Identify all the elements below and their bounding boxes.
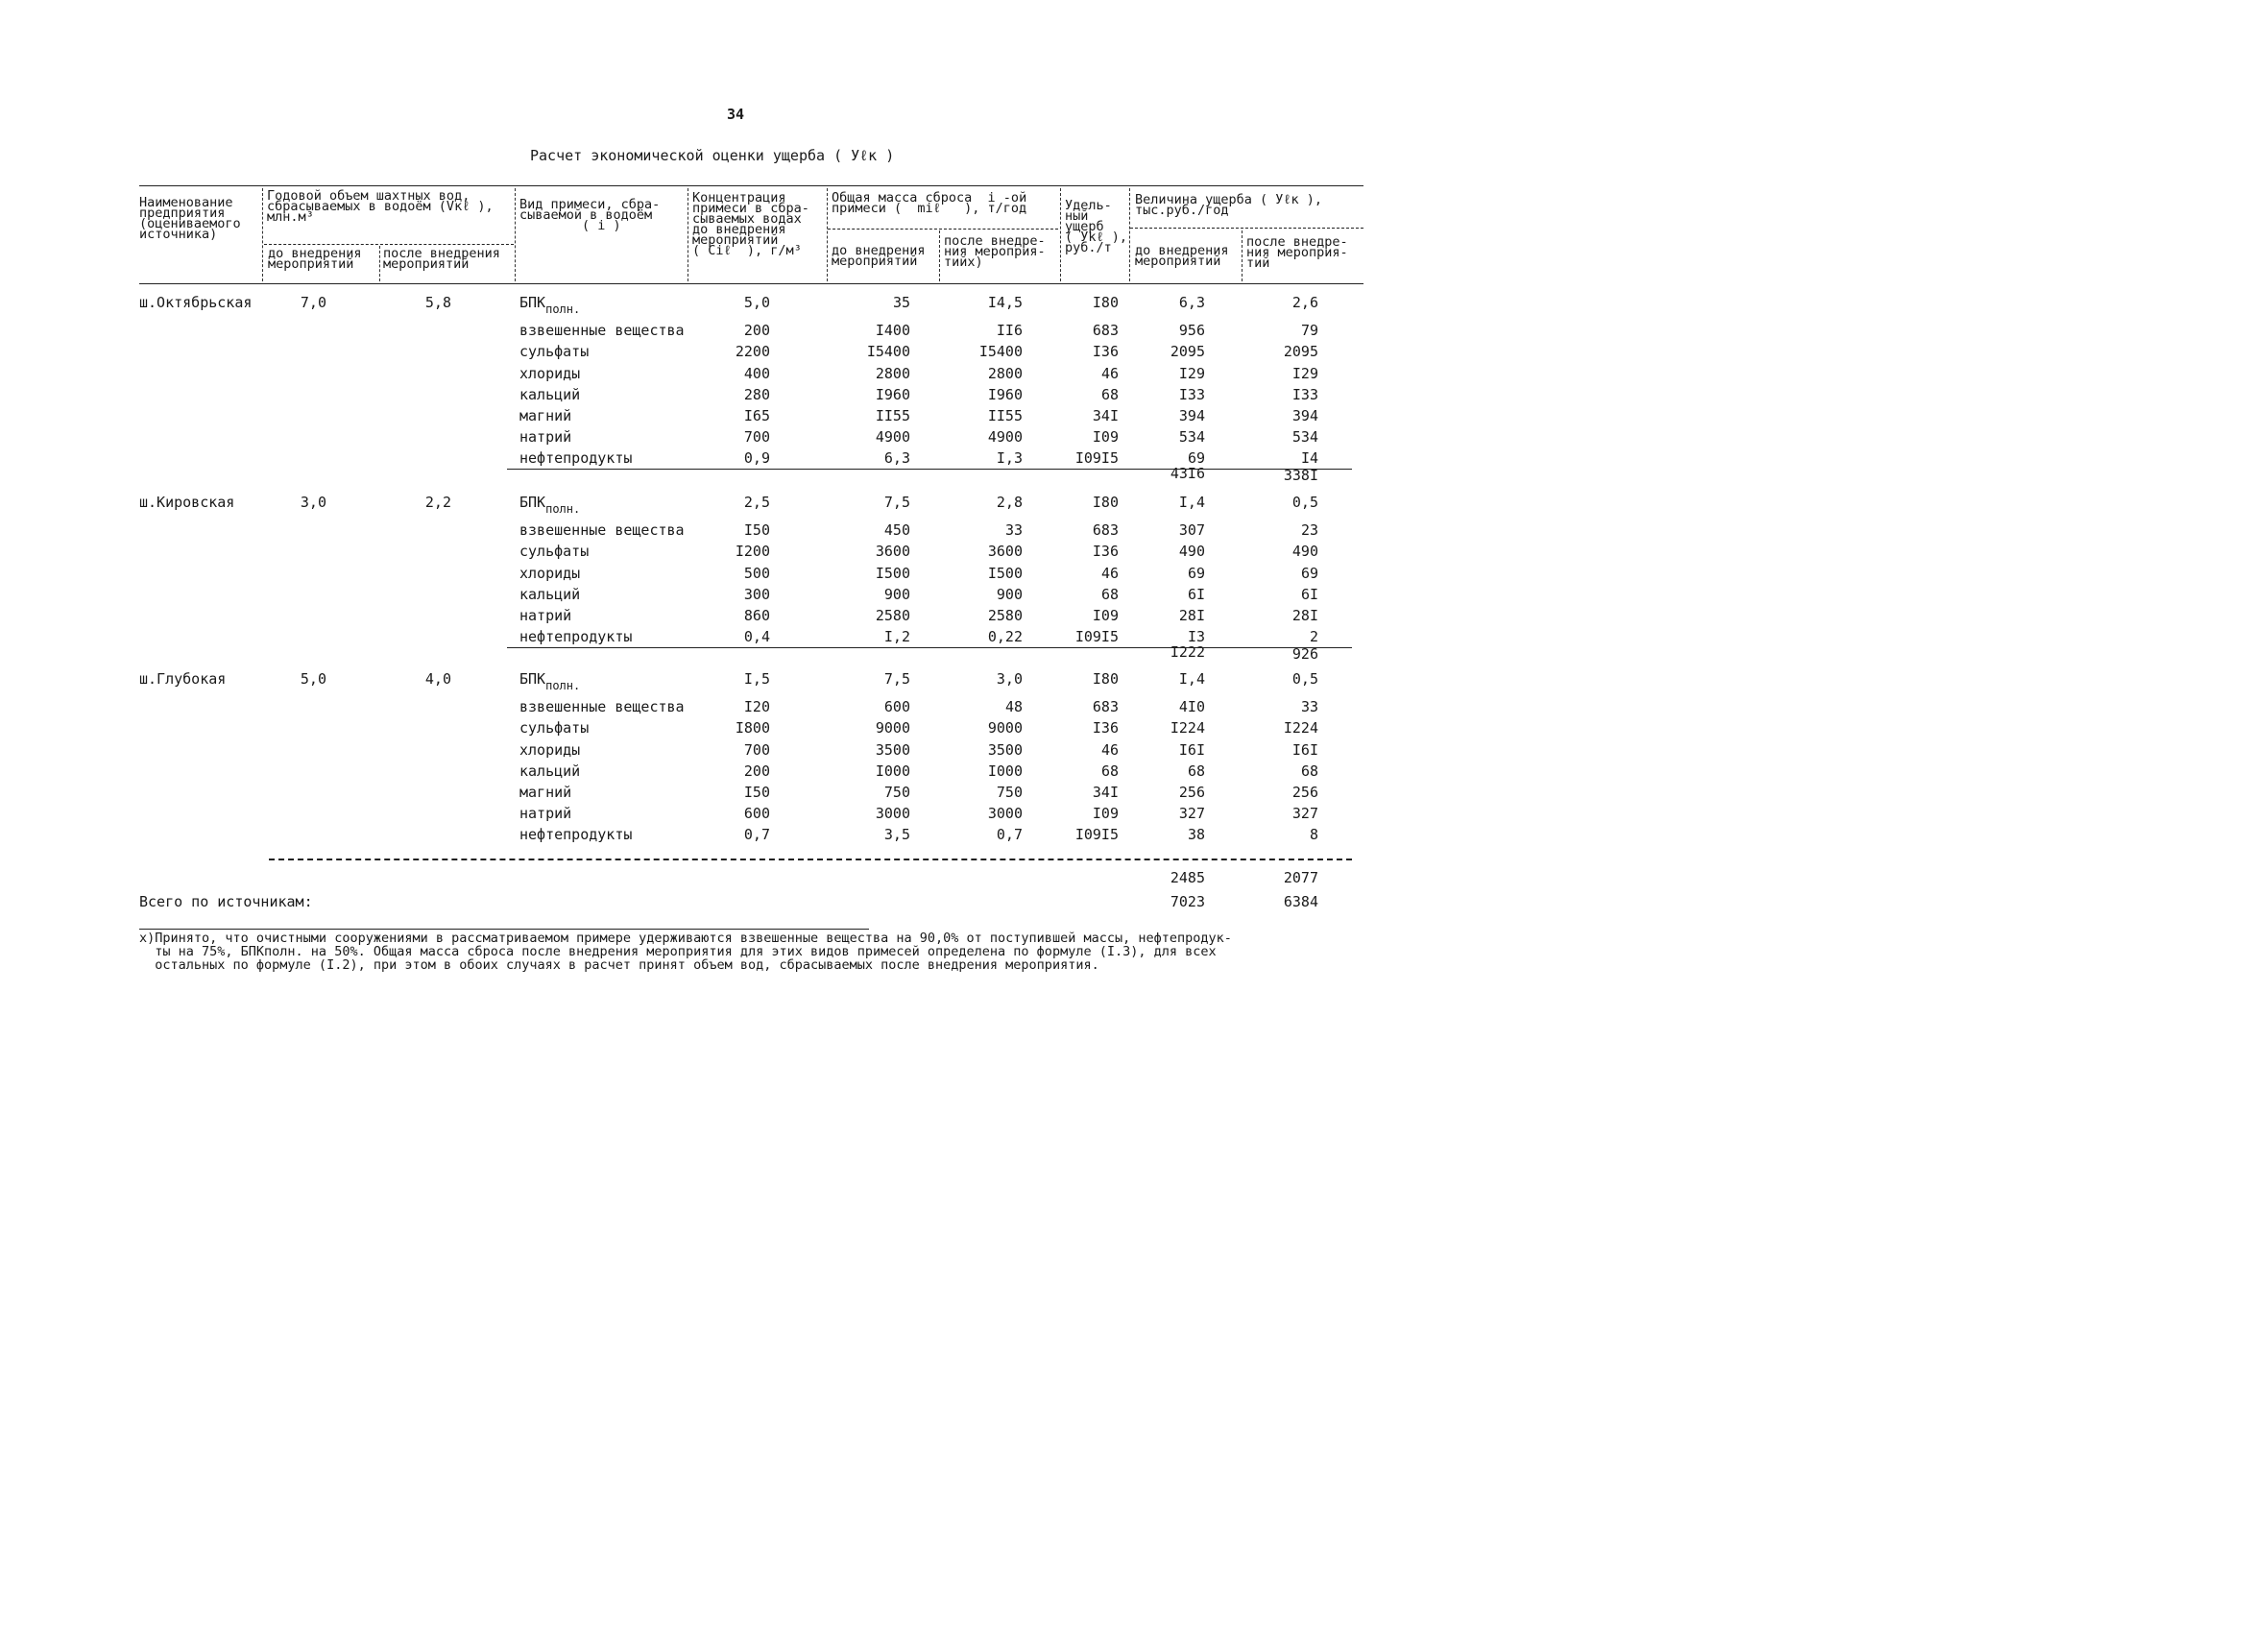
specific-damage: 34I	[1092, 407, 1119, 424]
impurity-type: магний	[519, 407, 572, 424]
specific-damage: 683	[1092, 698, 1119, 716]
impurity-type: кальций	[519, 585, 581, 603]
group-total-damage-before: I222	[1170, 643, 1205, 662]
concentration: 0,7	[743, 826, 770, 844]
concentration: 500	[743, 564, 770, 582]
col-divider-8	[1129, 188, 1130, 281]
mass-before: 4900	[875, 428, 910, 447]
grand-total-rule	[269, 859, 1352, 860]
damage-after: I33	[1291, 385, 1318, 403]
col-divider-9	[1242, 230, 1243, 281]
concentration: 200	[743, 762, 770, 780]
impurity-type: сульфаты	[519, 543, 590, 561]
concentration: 280	[743, 385, 770, 403]
damage-after: 2,6	[1291, 294, 1318, 311]
impurity-type: хлориды	[519, 740, 581, 759]
specific-damage: 68	[1100, 762, 1119, 780]
impurity-type: кальций	[519, 385, 581, 403]
mass-after: I4,5	[987, 294, 1023, 311]
col-divider-5	[827, 188, 828, 281]
group-total-damage-before: 2485	[1170, 869, 1205, 886]
concentration: 5,0	[743, 294, 770, 311]
damage-after: I6I	[1291, 740, 1318, 759]
header-volume-before: до внедрения мероприятий	[268, 246, 362, 272]
mass-before: 7,5	[883, 494, 910, 511]
damage-before: 534	[1178, 428, 1205, 447]
specific-damage: I80	[1092, 294, 1119, 311]
damage-subheader-rule	[1130, 228, 1363, 229]
damage-after: I224	[1283, 719, 1318, 738]
impurity-type	[519, 670, 688, 692]
enterprise-name: ш.Глубокая	[139, 670, 227, 688]
volume-subheader-rule	[264, 244, 514, 245]
concentration: I50	[743, 521, 770, 540]
damage-after: 6I	[1300, 585, 1318, 603]
col-divider-1	[262, 188, 263, 281]
damage-after: I29	[1291, 364, 1318, 382]
group-total-damage-after: 926	[1291, 645, 1318, 664]
concentration: 200	[743, 322, 770, 340]
damage-after: 394	[1291, 407, 1318, 424]
damage-after: 256	[1291, 784, 1318, 801]
mass-before: I500	[875, 564, 910, 582]
damage-after: 534	[1291, 428, 1318, 447]
specific-damage: I09I5	[1074, 628, 1119, 646]
impurity-subscript: полн.	[545, 502, 581, 516]
grand-total-damage-before: 7023	[1170, 893, 1205, 910]
mass-after: 2800	[987, 364, 1023, 382]
specific-damage: 34I	[1092, 784, 1119, 801]
concentration: 700	[743, 428, 770, 447]
mass-after: II6	[996, 322, 1023, 340]
specific-damage: 46	[1100, 740, 1119, 759]
volume-after: 2,2	[424, 494, 451, 511]
damage-after: 2095	[1283, 343, 1318, 361]
impurity-type: сульфаты	[519, 343, 590, 361]
concentration: 600	[743, 805, 770, 823]
damage-after: I4	[1300, 449, 1318, 468]
impurity-type: нефтепродукты	[519, 449, 633, 468]
page-title: Расчет экономической оценки ущерба ( Уℓк )	[530, 147, 895, 164]
impurity-type: нефтепродукты	[519, 826, 633, 844]
col-divider-6	[939, 230, 940, 281]
mass-before: 7,5	[883, 670, 910, 688]
concentration: I65	[743, 407, 770, 424]
impurity-type: взвешенные вещества	[519, 698, 685, 716]
specific-damage: I09	[1092, 805, 1119, 823]
damage-after: 33	[1300, 698, 1318, 716]
concentration: I20	[743, 698, 770, 716]
mass-after: 9000	[987, 719, 1023, 738]
group-total-damage-after: 2077	[1283, 869, 1318, 886]
mass-after: I500	[987, 564, 1023, 582]
damage-after: 79	[1300, 322, 1318, 340]
volume-before: 7,0	[300, 294, 326, 311]
mass-after: I,3	[996, 449, 1023, 468]
damage-before: 4I0	[1178, 698, 1205, 716]
damage-before: 6,3	[1178, 294, 1205, 311]
damage-after: 8	[1309, 826, 1318, 844]
mass-before: 9000	[875, 719, 910, 738]
damage-after: 0,5	[1291, 494, 1318, 511]
mass-after: I5400	[978, 343, 1023, 361]
damage-before: 490	[1178, 543, 1205, 561]
mass-before: II55	[875, 407, 910, 424]
concentration: I50	[743, 784, 770, 801]
impurity-type: сульфаты	[519, 719, 590, 738]
damage-after: 28I	[1291, 607, 1318, 624]
damage-before: I33	[1178, 385, 1205, 403]
impurity-name: БПК	[519, 670, 546, 688]
mass-after: 900	[996, 585, 1023, 603]
specific-damage: 683	[1092, 322, 1119, 340]
mass-before: I960	[875, 385, 910, 403]
impurity-type: кальций	[519, 762, 581, 780]
specific-damage: 46	[1100, 364, 1119, 382]
specific-damage: 46	[1100, 564, 1119, 582]
damage-after: 68	[1300, 762, 1318, 780]
concentration: I200	[735, 543, 770, 561]
damage-before: I,4	[1178, 670, 1205, 688]
specific-damage: 68	[1100, 585, 1119, 603]
damage-after: 23	[1300, 521, 1318, 540]
damage-after: 0,5	[1291, 670, 1318, 688]
impurity-subscript: полн.	[545, 679, 581, 692]
concentration: I,5	[743, 670, 770, 688]
damage-before: 6I	[1187, 585, 1205, 603]
grand-total-label: Всего по источникам:	[139, 893, 313, 910]
mass-after: II55	[987, 407, 1023, 424]
mass-after: 48	[1004, 698, 1023, 716]
impurity-type: взвешенные вещества	[519, 322, 685, 340]
concentration: 700	[743, 740, 770, 759]
volume-before: 3,0	[300, 494, 326, 511]
specific-damage: I09I5	[1074, 449, 1119, 468]
mass-after: 0,22	[987, 628, 1023, 646]
impurity-type: взвешенные вещества	[519, 521, 685, 540]
damage-after: 69	[1300, 564, 1318, 582]
damage-before: 256	[1178, 784, 1205, 801]
enterprise-name: ш.Октябрьская	[139, 294, 253, 311]
damage-before: I6I	[1178, 740, 1205, 759]
impurity-type: натрий	[519, 428, 572, 447]
damage-before: 68	[1187, 762, 1205, 780]
mass-before: 3500	[875, 740, 910, 759]
col-divider-2	[379, 246, 380, 281]
specific-damage: I36	[1092, 543, 1119, 561]
volume-after: 4,0	[424, 670, 451, 688]
damage-after: 2	[1309, 628, 1318, 646]
header-impurity: Вид примеси, сбра- сываемой в водоём ( i )	[519, 197, 661, 233]
specific-damage: I09	[1092, 607, 1119, 624]
mass-after: 4900	[987, 428, 1023, 447]
group-total-damage-before: 43I6	[1170, 465, 1205, 483]
impurity-name: БПК	[519, 494, 546, 511]
mass-before: 2580	[875, 607, 910, 624]
mass-before: 450	[883, 521, 910, 540]
mass-after: 750	[996, 784, 1023, 801]
mass-after: 2,8	[996, 494, 1023, 511]
specific-damage: I36	[1092, 343, 1119, 361]
specific-damage: I09	[1092, 428, 1119, 447]
header-mass: Общая масса сброса i -ой примеси ( miℓ ), т/год	[832, 190, 1027, 216]
damage-before: I29	[1178, 364, 1205, 382]
mass-after: 33	[1004, 521, 1023, 540]
damage-after: 327	[1291, 805, 1318, 823]
mass-before: 35	[892, 294, 910, 311]
header-volume-after: после внедрения мероприятий	[383, 246, 500, 272]
volume-before: 5,0	[300, 670, 326, 688]
damage-before: 394	[1178, 407, 1205, 424]
mass-after: 0,7	[996, 826, 1023, 844]
mass-subheader-rule	[828, 229, 1058, 230]
impurity-type: хлориды	[519, 364, 581, 382]
specific-damage: I80	[1092, 494, 1119, 511]
mass-after: 2580	[987, 607, 1023, 624]
header-specific-damage: Удель- ный ущерб ( Уkℓ ), руб./т	[1065, 198, 1127, 255]
grand-total-damage-after: 6384	[1283, 893, 1318, 910]
group-subtotal-rule	[507, 469, 1352, 470]
concentration: 860	[743, 607, 770, 624]
damage-before: 28I	[1178, 607, 1205, 624]
specific-damage: I36	[1092, 719, 1119, 738]
concentration: 300	[743, 585, 770, 603]
enterprise-name: ш.Кировская	[139, 494, 235, 511]
footnote: x)Принято, что очистными сооружениями в рассматриваемом примере удерживаются взвешенные вещества на 90,0% от поступившей массы, нефтепродук- ты на 75%, БПКполн. на 50%. Общая масса сброса после внедрения мероприятия для этих видов примесей определена по формуле (I.3), для всех остальных по формуле (I.2), при этом в обоих случаях в расчет принят объем вод, сбрасываемых после внедрения мероприятия.	[139, 931, 1232, 973]
damage-after: 490	[1291, 543, 1318, 561]
specific-damage: 68	[1100, 385, 1119, 403]
header-enterprise: Наименование предприятия (оцениваемого источника)	[139, 195, 241, 242]
specific-damage: I80	[1092, 670, 1119, 688]
mass-before: I400	[875, 322, 910, 340]
damage-before: I224	[1170, 719, 1205, 738]
mass-before: 900	[883, 585, 910, 603]
impurity-name: БПК	[519, 294, 546, 311]
concentration: 2,5	[743, 494, 770, 511]
mass-after: I000	[987, 762, 1023, 780]
impurity-type	[519, 494, 688, 516]
mass-after: 3000	[987, 805, 1023, 823]
col-divider-7	[1060, 188, 1061, 281]
mass-before: 2800	[875, 364, 910, 382]
mass-before: I000	[875, 762, 910, 780]
group-subtotal-rule	[507, 647, 1352, 648]
table-header-bottom-rule	[139, 283, 1363, 284]
mass-after: 3,0	[996, 670, 1023, 688]
impurity-subscript: полн.	[545, 302, 581, 316]
header-damage: Величина ущерба ( Уℓк ), тыс.руб./год	[1135, 192, 1323, 218]
footnote-rule	[139, 929, 869, 930]
volume-after: 5,8	[424, 294, 451, 311]
damage-before: I,4	[1178, 494, 1205, 511]
mass-after: 3500	[987, 740, 1023, 759]
table-top-rule	[139, 185, 1363, 186]
concentration: 400	[743, 364, 770, 382]
impurity-type: магний	[519, 784, 572, 801]
impurity-type: хлориды	[519, 564, 581, 582]
damage-before: 327	[1178, 805, 1205, 823]
mass-after: I960	[987, 385, 1023, 403]
mass-before: 3000	[875, 805, 910, 823]
header-mass-after: после внедре- ния мероприя- тийx)	[944, 233, 1046, 270]
impurity-type: натрий	[519, 805, 572, 823]
damage-before: 956	[1178, 322, 1205, 340]
header-damage-before: до внедрения мероприятий	[1135, 243, 1229, 269]
damage-before: 2095	[1170, 343, 1205, 361]
page-number: 34	[727, 106, 745, 123]
concentration: 0,9	[743, 449, 770, 468]
impurity-type	[519, 294, 688, 316]
impurity-type: нефтепродукты	[519, 628, 633, 646]
mass-before: I5400	[866, 343, 910, 361]
mass-before: 3600	[875, 543, 910, 561]
header-volume: Годовой объем шахтных вод, сбрасываемых в водоём (Vкℓ ), млн.м³	[267, 188, 494, 225]
damage-before: I3	[1187, 628, 1205, 646]
mass-after: 3600	[987, 543, 1023, 561]
mass-before: 750	[883, 784, 910, 801]
mass-before: 6,3	[883, 449, 910, 468]
col-divider-3	[515, 188, 516, 281]
damage-before: 38	[1187, 826, 1205, 844]
concentration: 2200	[735, 343, 770, 361]
damage-before: 307	[1178, 521, 1205, 540]
mass-before: 600	[883, 698, 910, 716]
damage-before: 69	[1187, 449, 1205, 468]
impurity-type: натрий	[519, 607, 572, 624]
mass-before: I,2	[883, 628, 910, 646]
concentration: 0,4	[743, 628, 770, 646]
mass-before: 3,5	[883, 826, 910, 844]
specific-damage: I09I5	[1074, 826, 1119, 844]
group-total-damage-after: 338I	[1283, 467, 1318, 485]
concentration: I800	[735, 719, 770, 738]
damage-before: 69	[1187, 564, 1205, 582]
header-mass-before: до внедрения мероприятий	[832, 243, 926, 269]
specific-damage: 683	[1092, 521, 1119, 540]
header-concentration: Концентрация примеси в сбра- сываемых водах до внедрения мероприятий ( Ciℓ ), г/м³	[692, 190, 809, 258]
header-damage-after: после внедре- ния мероприя- тий	[1246, 234, 1348, 271]
